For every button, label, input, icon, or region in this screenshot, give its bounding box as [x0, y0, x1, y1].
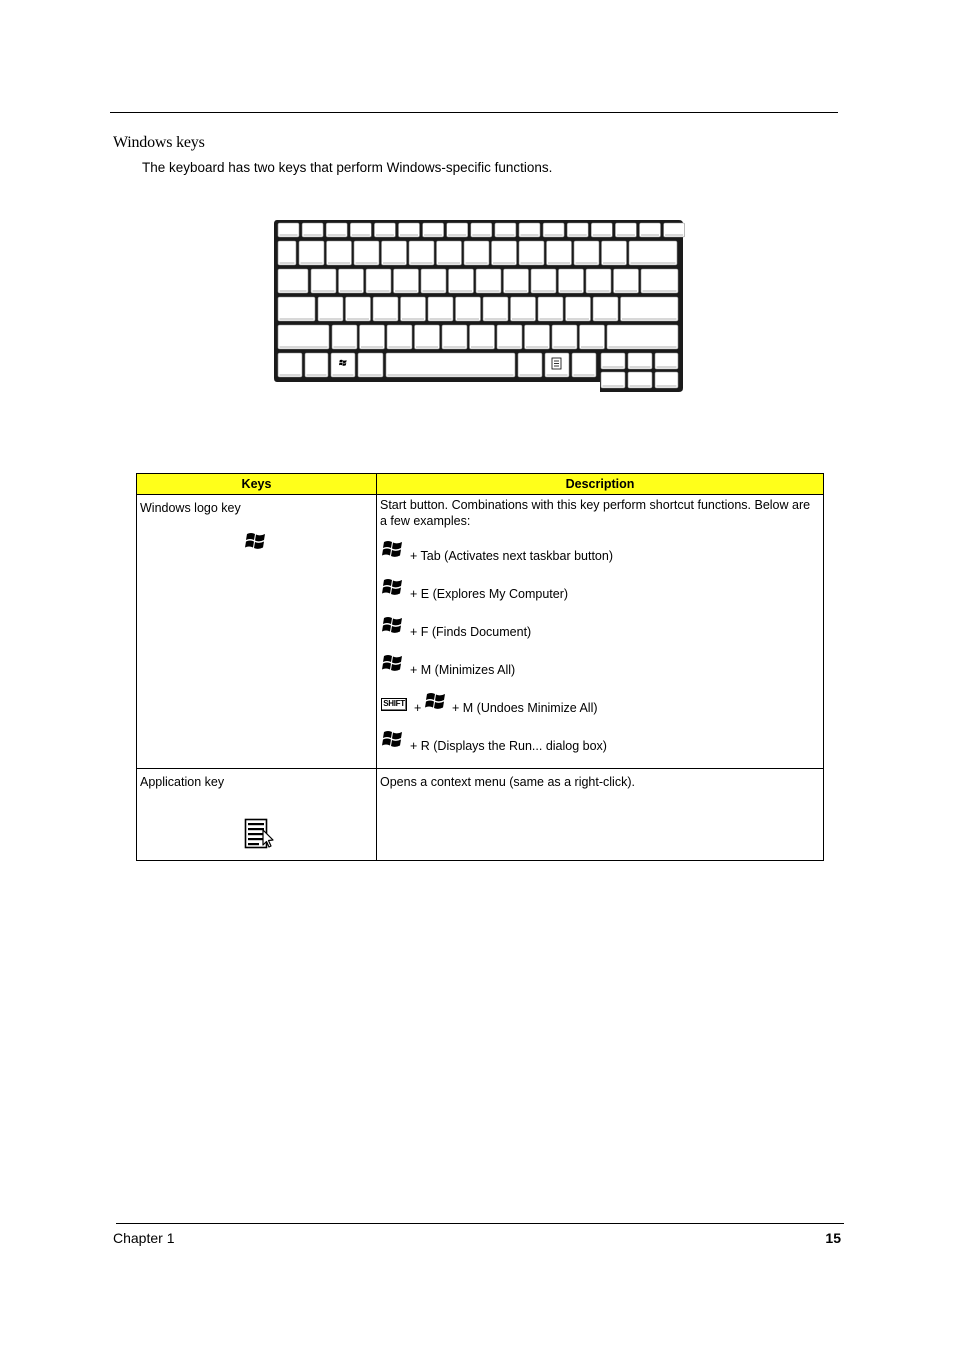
key: [470, 325, 495, 349]
shortcut-text: + M (Minimizes All): [410, 663, 516, 677]
windows-logo-icon: [382, 577, 404, 600]
footer-page-number: 15: [825, 1230, 841, 1246]
key: [456, 297, 481, 321]
right-shift-key: [607, 325, 678, 349]
spacebar-key: [386, 353, 515, 377]
function-key: [567, 223, 588, 237]
shortcut-combo: [380, 726, 820, 764]
key-cell: [137, 769, 377, 861]
table-header-row: [137, 474, 824, 495]
description-text: Opens a context menu (same as a right-click).: [380, 775, 635, 789]
key: [476, 269, 501, 293]
key: [346, 297, 371, 321]
plus-sign: +: [414, 701, 422, 715]
key: [401, 297, 426, 321]
header-description: Description: [377, 474, 824, 495]
shortcut-text: + E (Explores My Computer): [410, 587, 569, 601]
key: [409, 241, 434, 265]
shortcut-combo: [380, 536, 820, 574]
key-name: Application key: [140, 775, 225, 789]
keyboard-illustration: [273, 219, 685, 395]
function-key: [278, 223, 299, 237]
key: [442, 325, 467, 349]
function-key: [543, 223, 564, 237]
key: [641, 269, 678, 293]
key: [602, 241, 627, 265]
key: [547, 241, 572, 265]
function-key: [374, 223, 395, 237]
function-key: [447, 223, 468, 237]
keyboard-diagram: [273, 219, 685, 395]
shortcut-combo: [380, 688, 820, 726]
function-key: [591, 223, 612, 237]
arrow-key: [655, 353, 678, 369]
key: [428, 297, 453, 321]
key: [614, 269, 639, 293]
key: [299, 241, 324, 265]
function-key: [350, 223, 371, 237]
key: [382, 241, 407, 265]
key: [387, 325, 412, 349]
function-key: [640, 223, 661, 237]
key: [311, 269, 336, 293]
key: [373, 297, 398, 321]
key: [519, 241, 544, 265]
key: [360, 325, 385, 349]
alt-key: [358, 353, 383, 377]
ctrl-key: [278, 353, 302, 377]
description-cell: [377, 769, 824, 861]
key: [511, 297, 536, 321]
key: [492, 241, 517, 265]
key: [497, 325, 522, 349]
shortcut-text: + Tab (Activates next taskbar button): [410, 549, 614, 563]
key: [525, 325, 550, 349]
windows-logo-icon: [425, 691, 447, 714]
shortcut-combo: [380, 574, 820, 612]
key: [559, 269, 584, 293]
shift-key-icon: SHIFT: [381, 698, 407, 711]
function-key: [664, 223, 685, 237]
key: [394, 269, 419, 293]
windows-logo-icon: [245, 531, 267, 554]
shortcut-combo: [380, 612, 820, 650]
windows-key: [331, 353, 355, 377]
header-rule: [110, 112, 838, 113]
key-cell: [137, 495, 377, 769]
key: [538, 297, 563, 321]
key: [504, 269, 529, 293]
key-name: Windows logo key: [140, 501, 241, 515]
arrow-up-key: [628, 353, 652, 369]
key: [552, 325, 577, 349]
arrow-left-key: [601, 372, 625, 388]
key: [366, 269, 391, 293]
caps-lock-key: [278, 297, 315, 321]
arrow-down-key: [628, 372, 652, 388]
description-cell: [377, 495, 824, 769]
tab-key: [278, 269, 308, 293]
enter-key: [621, 297, 679, 321]
function-key: [302, 223, 323, 237]
windows-logo-icon: [382, 653, 404, 676]
key: [464, 241, 489, 265]
ctrl-key: [572, 353, 596, 377]
function-key: [519, 223, 540, 237]
key: [580, 325, 605, 349]
intro-text: The keyboard has two keys that perform Windows-specific functions.: [142, 160, 553, 175]
shortcut-text: + F (Finds Document): [410, 625, 532, 639]
key: [483, 297, 508, 321]
shortcut-text: + M (Undoes Minimize All): [452, 701, 598, 715]
key: [332, 325, 357, 349]
table-row: [137, 495, 824, 769]
windows-logo-icon: [382, 615, 404, 638]
windows-logo-icon: [382, 539, 404, 562]
function-key: [423, 223, 444, 237]
footer-chapter: Chapter 1: [113, 1230, 175, 1246]
left-shift-key: [278, 325, 329, 349]
key: [327, 241, 352, 265]
shortcut-combo: [380, 650, 820, 688]
key: [531, 269, 556, 293]
key: [566, 297, 591, 321]
alt-gr-key: [518, 353, 542, 377]
arrow-right-key: [655, 372, 678, 388]
application-key: [545, 353, 569, 377]
application-menu-icon: [244, 818, 274, 853]
function-key: [615, 223, 636, 237]
key: [278, 241, 296, 265]
header-keys: Keys: [137, 474, 377, 495]
arrow-up-key-left: [601, 353, 625, 369]
key: [354, 241, 379, 265]
table-row: [137, 769, 824, 861]
description-text: Start button. Combinations with this key perform shortcut functions. Below are a few examples:: [380, 498, 811, 528]
key: [415, 325, 440, 349]
footer-rule: [116, 1223, 844, 1224]
key: [586, 269, 611, 293]
function-key: [326, 223, 347, 237]
section-title: Windows keys: [113, 134, 205, 151]
backspace-key: [629, 241, 677, 265]
key: [339, 269, 364, 293]
function-key: [399, 223, 420, 237]
function-key: [495, 223, 516, 237]
key: [449, 269, 474, 293]
windows-keys-table: [136, 473, 824, 861]
key: [593, 297, 618, 321]
function-key: [471, 223, 492, 237]
key: [421, 269, 446, 293]
windows-logo-icon: [382, 729, 404, 752]
key: [437, 241, 462, 265]
key: [574, 241, 599, 265]
fn-key: [305, 353, 328, 377]
shortcut-text: + R (Displays the Run... dialog box): [410, 739, 607, 753]
key: [318, 297, 343, 321]
